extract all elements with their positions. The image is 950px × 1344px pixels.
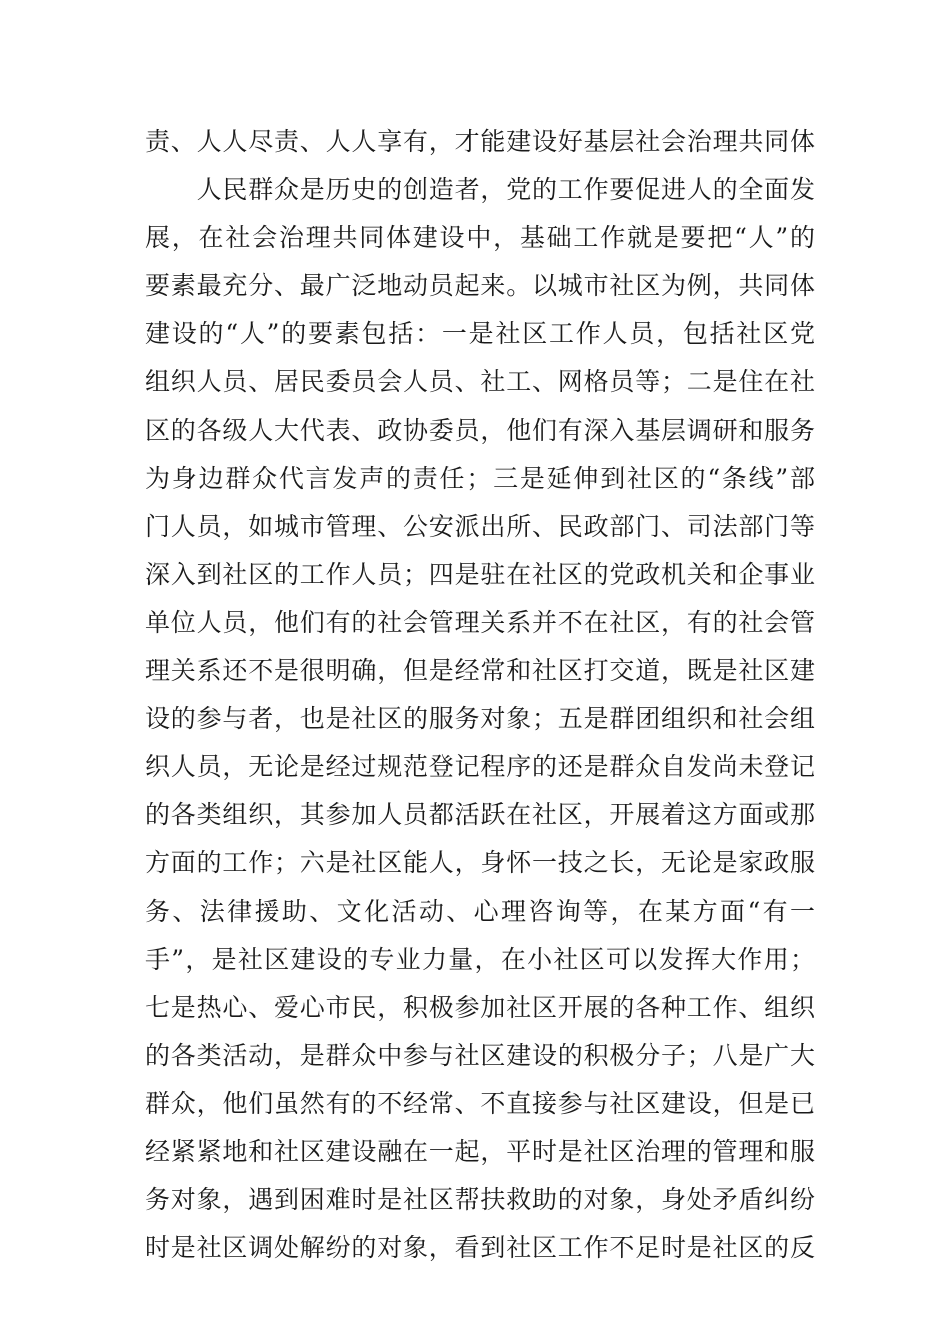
text-line: 群众，他们虽然有的不经常、不直接参与社区建设，但是已 xyxy=(145,1088,815,1118)
text-line: 设的参与者，也是社区的服务对象；五是群团组织和社会组 xyxy=(145,704,815,734)
text-line: 为身边群众代言发声的责任；三是延伸到社区的“条线”部 xyxy=(145,463,815,493)
text-line: 要素最充分、最广泛地动员起来。以城市社区为例，共同体 xyxy=(145,271,815,301)
text-line: 七是热心、爱心市民，积极参加社区开展的各种工作、组织 xyxy=(145,992,815,1022)
text-line: 时是社区调处解纷的对象，看到社区工作不足时是社区的反 xyxy=(145,1233,815,1263)
text-line: 经紧紧地和社区建设融在一起，平时是社区治理的管理和服 xyxy=(145,1136,815,1166)
text-line: 区的各级人大代表、政协委员，他们有深入基层调研和服务 xyxy=(145,415,815,445)
text-line: 手”，是社区建设的专业力量，在小社区可以发挥大作用； xyxy=(145,944,815,974)
body-text xyxy=(145,118,815,1272)
text-line: 责、人人尽责、人人享有，才能建设好基层社会治理共同体 xyxy=(145,127,815,156)
text-line: 的各类组织，其参加人员都活跃在社区，开展着这方面或那 xyxy=(145,800,815,830)
text-line: 方面的工作；六是社区能人，身怀一技之长，无论是家政服 xyxy=(145,848,815,878)
text-line: 门人员，如城市管理、公安派出所、民政部门、司法部门等 xyxy=(145,511,815,541)
text-line: 深入到社区的工作人员；四是驻在社区的党政机关和企事业 xyxy=(145,559,815,589)
text-line: 织人员，无论是经过规范登记程序的还是群众自发尚未登记 xyxy=(145,752,815,782)
text-line: 单位人员，他们有的社会管理关系并不在社区，有的社会管 xyxy=(145,607,815,637)
text-line: 人民群众是历史的创造者，党的工作要促进人的全面发 xyxy=(145,175,815,205)
text-line: 的各类活动，是群众中参与社区建设的积极分子；八是广大 xyxy=(145,1040,815,1070)
text-line: 理关系还不是很明确，但是经常和社区打交道，既是社区建 xyxy=(145,656,815,686)
text-line: 建设的“人”的要素包括：一是社区工作人员，包括社区党 xyxy=(145,319,815,349)
text-line: 组织人员、居民委员会人员、社工、网格员等；二是住在社 xyxy=(145,367,815,397)
text-line: 务对象，遇到困难时是社区帮扶救助的对象，身处矛盾纠纷 xyxy=(145,1185,815,1215)
text-line: 务、法律援助、文化活动、心理咨询等，在某方面“有一 xyxy=(145,896,815,926)
text-line: 展，在社会治理共同体建设中，基础工作就是要把“人”的 xyxy=(145,223,815,253)
